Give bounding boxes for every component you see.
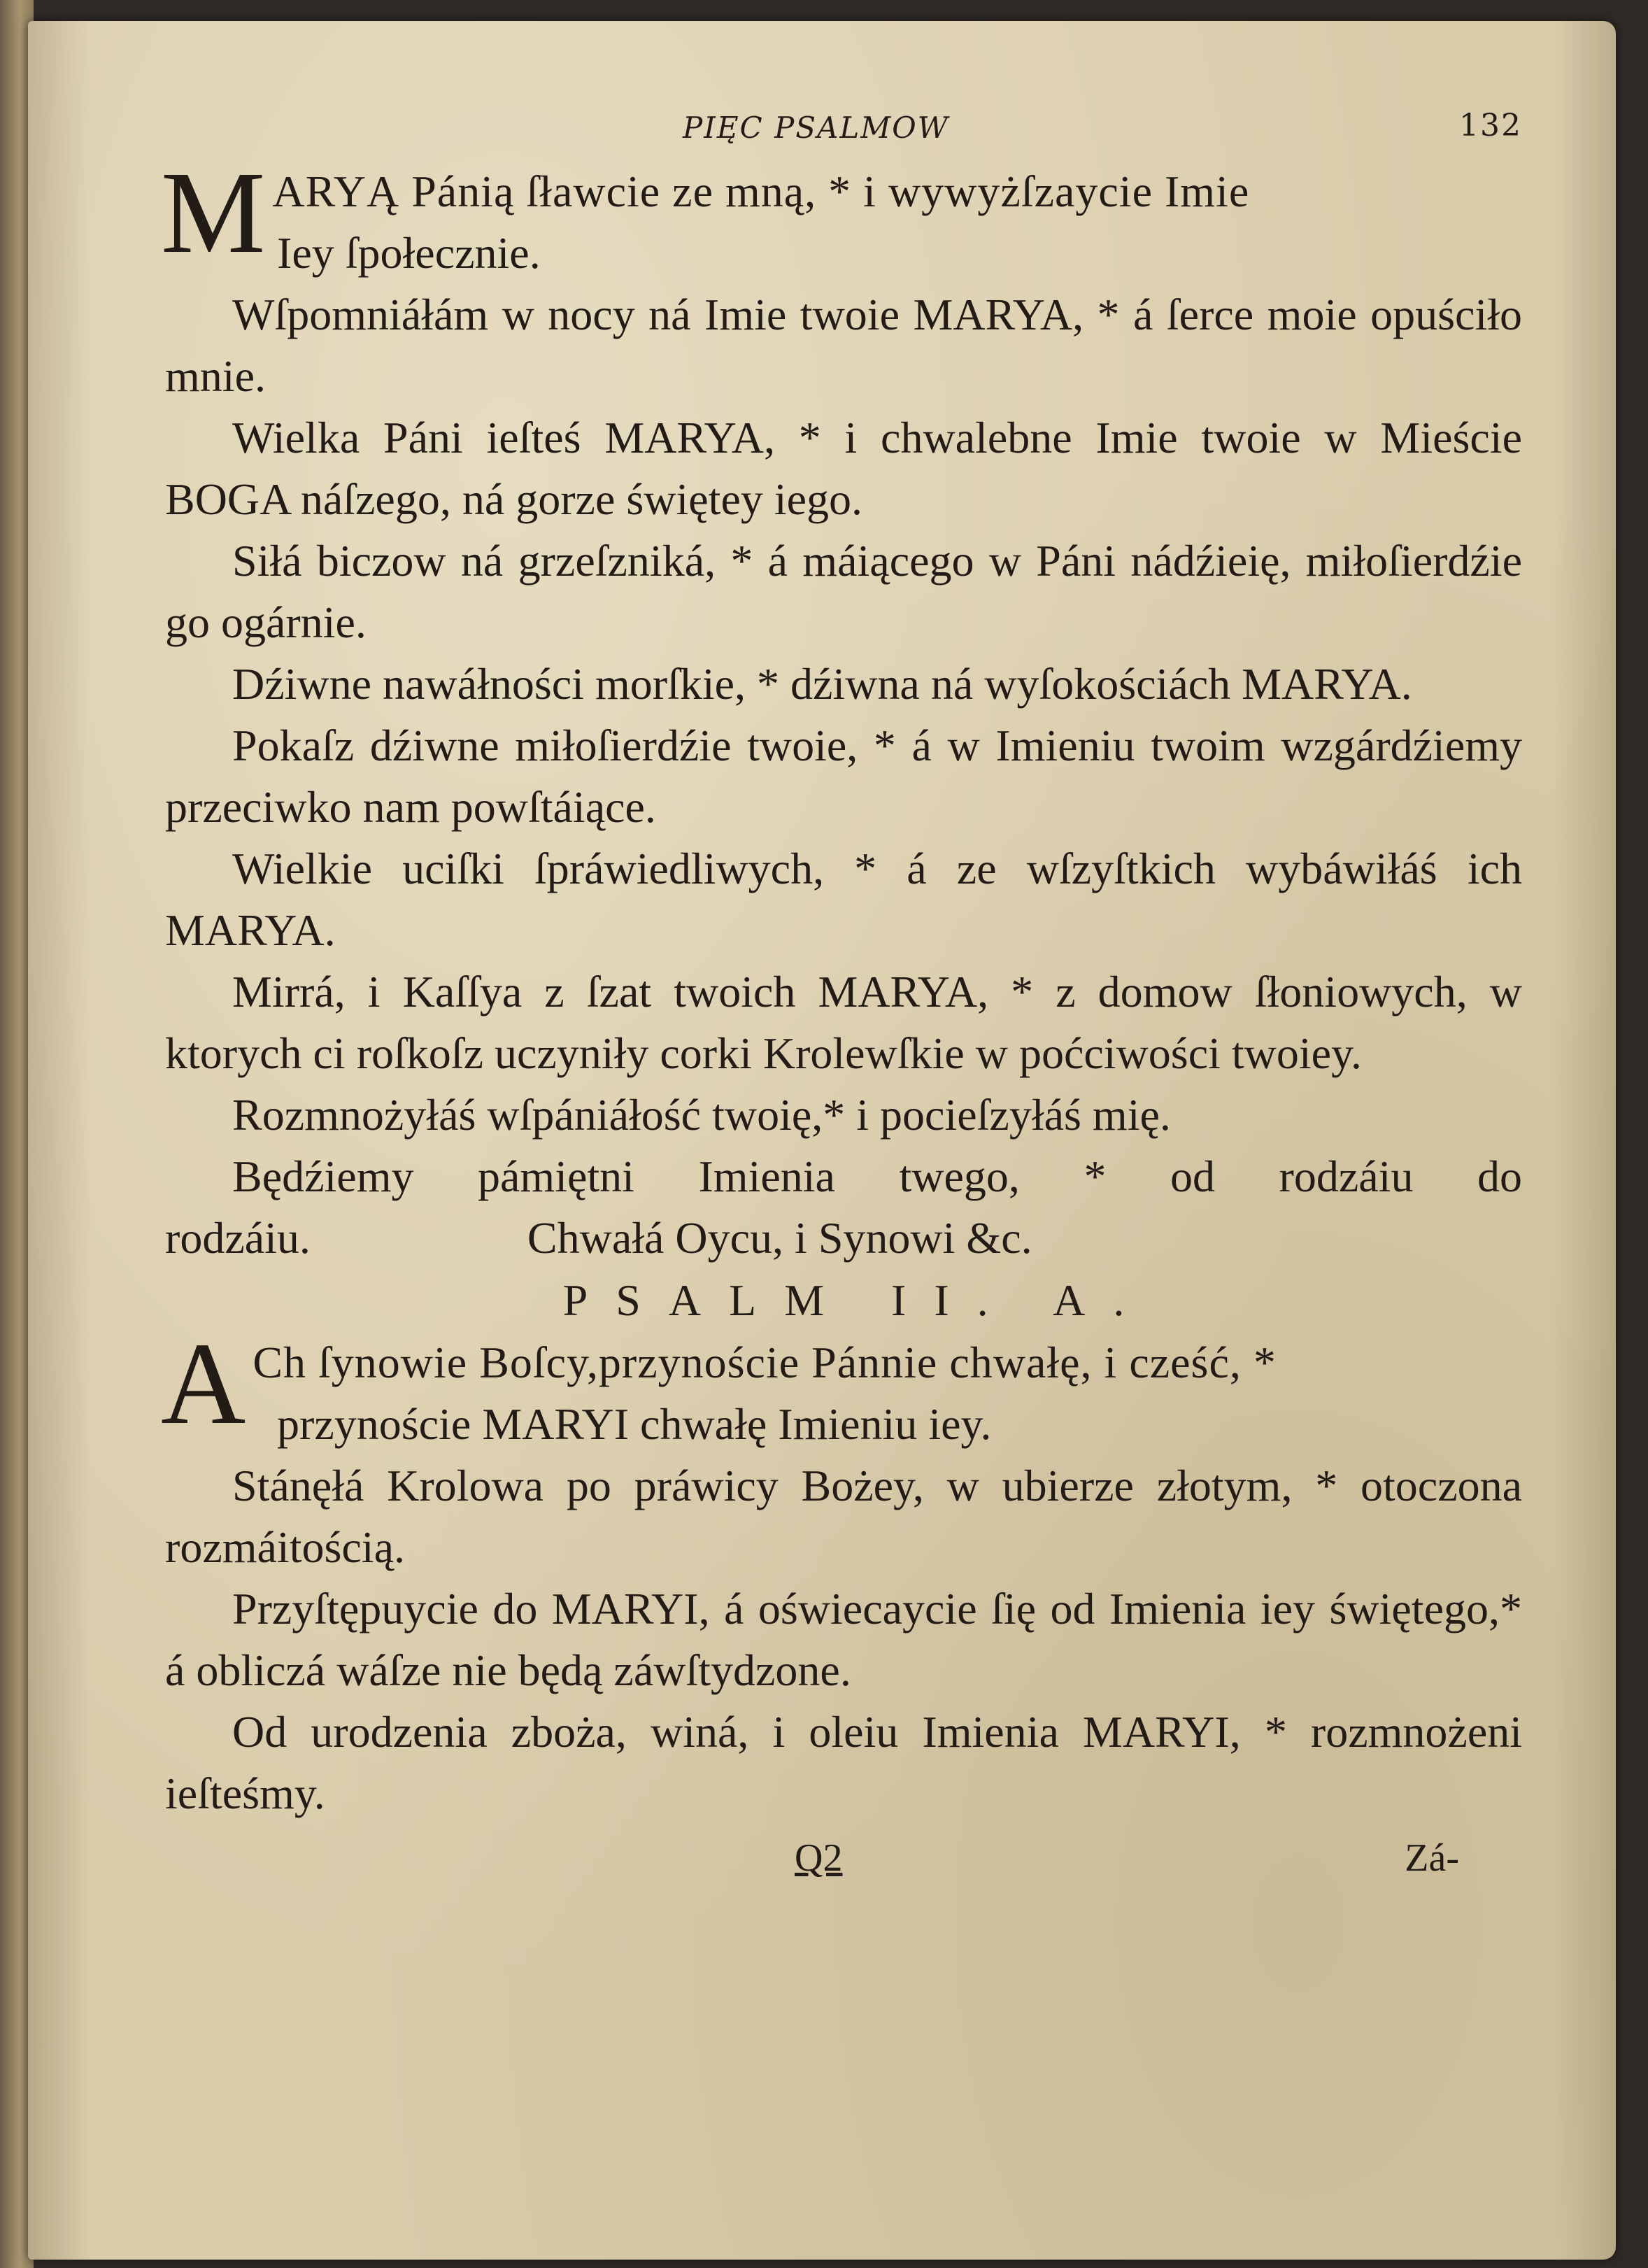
verse-text: Będźiemy pámiętni Imienia twego, * od rodzáiu do rodzáiu. [165, 1151, 1522, 1263]
running-head [165, 105, 1522, 161]
verse-with-doxology [165, 1146, 1522, 1269]
verse: Wſpomniáłám w nocy ná Imie twoie MARYA, * á ſerce moie opuściło mnie. [165, 290, 1522, 401]
psalm2-opening-verse [161, 1319, 1522, 1455]
verse: Wielka Páni ieſteś MARYA, * i chwalebne Imie twoie w Mieście BOGA náſzego, ná gorze świętey iego. [165, 413, 1522, 524]
verse: Pokaſz dźiwne miłoſierdźie twoie, * á w Imieniu twoim wzgárdźiemy przeciwko nam powſtáiące. [165, 721, 1522, 832]
dropcap-a: A [161, 1319, 246, 1449]
page-text [161, 105, 1522, 1894]
verse: Od urodzenia zboża, winá, i oleiu Imienia MARYI, * rozmnożeni ieſteśmy. [165, 1707, 1522, 1818]
psalm2-second-line: przynoście MARYI chwałę Imieniu iey. [277, 1399, 992, 1449]
running-title: PIĘC PSALMOW [683, 111, 949, 145]
psalm1-first-line: ARYĄ Pánią ſławcie ze mną, * i wywyżſzaycie Imie [272, 166, 1250, 216]
verse: Dźiwne nawáłności morſkie, * dźiwna ná wyſokościách MARYA. [232, 659, 1412, 709]
verse: Siłá biczow ná grzeſzniká, * á máiącego w Páni nádźieię, miłoſierdźie go ogárnie. [165, 536, 1522, 647]
catchword: Zá- [1405, 1836, 1459, 1880]
psalm2-first-line: Ch ſynowie Boſcy,przynoście Pánnie chwałę, i cześć, * [253, 1338, 1277, 1387]
signature-mark: Q2 [795, 1836, 843, 1880]
psalm1-opening-verse [161, 148, 1522, 284]
page-footer [165, 1831, 1522, 1894]
verse: Stánęłá Krolowa po práwicy Bożey, w ubierze złotym, * otoczona rozmáitością. [165, 1461, 1522, 1572]
verse: Rozmnożyłáś wſpániáłość twoię,* i pocieſzyłáś mię. [232, 1090, 1171, 1140]
page-number: 132 [1459, 108, 1522, 143]
verse: Przyſtępuycie do MARYI, á oświecaycie ſię od Imienia iey świętego,* á obliczá wáſze nie będą záwſtydzone. [165, 1584, 1522, 1695]
psalm-heading: PSALM II. A. [562, 1275, 1153, 1325]
book-page [28, 21, 1616, 2260]
verse: Mirrá, i Kaſſya z ſzat twoich MARYA, * z domow ſłoniowych, w ktorych ci roſkoſz uczyniły corki Krolewſkie w poćciwości twoiey. [165, 967, 1522, 1078]
verse: Wielkie uciſki ſpráwiedliwych, * á ze wſzyſtkich wybáwiłáś ich MARYA. [165, 844, 1522, 955]
doxology: Chwałá Oycu, i Synowi &c. [527, 1213, 1032, 1263]
psalm1-second-line: Iey ſpołecznie. [277, 228, 541, 278]
dropcap-m: M [161, 148, 266, 278]
